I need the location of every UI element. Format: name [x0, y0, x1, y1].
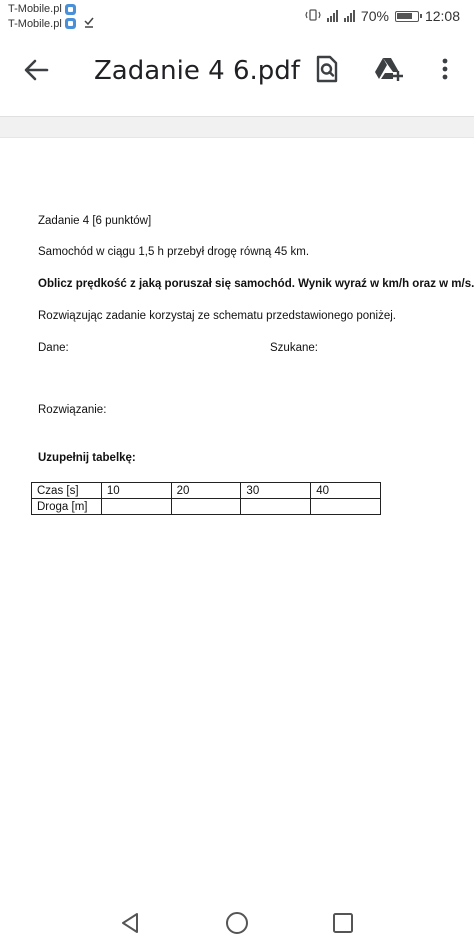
page-title: Zadanie 4 6.pdf — [94, 56, 300, 86]
carrier-1: T-Mobile.pl — [8, 3, 62, 15]
table-prompt: Uzupełnij tabelkę: — [38, 452, 136, 464]
table-cell: 40 — [311, 483, 381, 499]
given-label: Dane: — [38, 342, 69, 354]
download-done-icon — [83, 16, 95, 31]
table-row — [32, 499, 381, 515]
home-circle-icon — [225, 911, 249, 935]
recents-square-icon — [332, 912, 354, 934]
find-in-document-button[interactable] — [310, 52, 344, 86]
nav-home-button[interactable] — [222, 908, 252, 938]
toolbar-shadow-divider — [0, 116, 474, 138]
nav-recents-button[interactable] — [328, 908, 358, 938]
clock: 12:08 — [424, 8, 460, 24]
back-button[interactable] — [18, 52, 54, 88]
notification-app-icon — [65, 18, 76, 29]
task-instruction: Rozwiązując zadanie korzystaj ze schematu przedstawionego poniżej. — [38, 310, 396, 322]
drive-add-icon — [374, 56, 404, 82]
back-arrow-icon — [23, 57, 49, 83]
notification-app-icon — [65, 4, 76, 15]
carrier-info — [8, 2, 95, 31]
task-question: Oblicz prędkość z jaką poruszał się samochód. Wynik wyraź w km/h oraz w m/s. — [38, 278, 474, 290]
more-options-button[interactable] — [428, 52, 462, 86]
search-document-icon — [314, 55, 340, 83]
data-table — [31, 482, 381, 515]
battery-icon — [395, 11, 419, 22]
table-cell: Droga [m] — [32, 499, 102, 515]
status-bar — [0, 0, 474, 34]
table-cell — [171, 499, 241, 515]
signal-icon-sim1 — [327, 10, 338, 22]
add-to-drive-button[interactable] — [372, 52, 406, 86]
system-nav-bar — [0, 898, 474, 948]
table-cell: 30 — [241, 483, 311, 499]
app-bar — [0, 34, 474, 114]
table-cell: Czas [s] — [32, 483, 102, 499]
table-cell — [311, 499, 381, 515]
vibrate-icon — [305, 9, 321, 24]
back-triangle-icon — [119, 911, 141, 935]
signal-icon-sim2 — [344, 10, 355, 22]
table-cell — [241, 499, 311, 515]
nav-back-button[interactable] — [115, 908, 145, 938]
pdf-page[interactable] — [0, 138, 474, 898]
status-indicators — [305, 8, 460, 24]
table-cell — [101, 499, 171, 515]
battery-percent: 70% — [360, 8, 389, 24]
table-cell: 20 — [171, 483, 241, 499]
table-cell: 10 — [101, 483, 171, 499]
sought-label: Szukane: — [270, 342, 318, 354]
carrier-2: T-Mobile.pl — [8, 17, 62, 30]
task-heading: Zadanie 4 [6 punktów] — [38, 215, 152, 227]
table-row — [32, 483, 381, 499]
more-vert-icon — [441, 57, 449, 81]
solution-label: Rozwiązanie: — [38, 404, 107, 416]
task-statement: Samochód w ciągu 1,5 h przebył drogę równą 45 km. — [38, 246, 310, 258]
